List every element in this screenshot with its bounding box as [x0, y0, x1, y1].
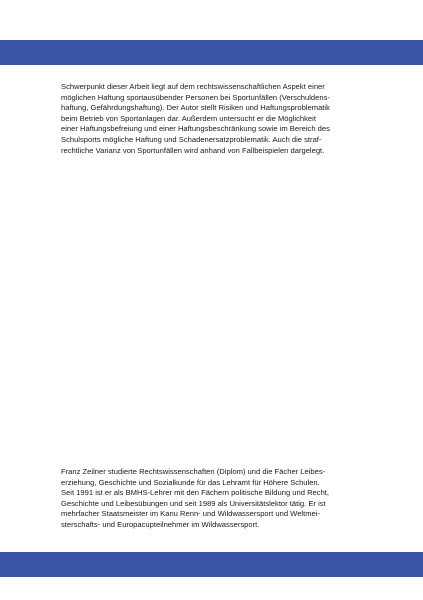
- description-line: haftung, Gefährdungshaftung). Der Autor stellt Risiken und Haftungsproblematik: [61, 103, 330, 113]
- description-paragraph: [61, 82, 366, 156]
- author-bio-line: mehrfacher Staatsmeister im Kanu Renn- und Wildwassersport und Weltmei-: [61, 509, 320, 519]
- bottom-blue-band: [0, 552, 423, 577]
- description-line: einer Haftungsbefreiung und einer Haftungsbeschränkung sowie im Bereich des: [61, 124, 330, 134]
- author-bio-line: erziehung, Geschichte und Sozialkunde für das Lehramt für Höhere Schulen.: [61, 477, 320, 487]
- author-bio-paragraph: [61, 467, 366, 531]
- author-bio-line: Franz Zeilner studierte Rechtswissenschaften (Diplom) und die Fächer Leibes-: [61, 467, 326, 476]
- description-line: Schulsports mögliche Haftung und Schadenersatzproblematik. Auch die straf-: [61, 134, 322, 144]
- author-bio-line: Seit 1991 ist er als BMHS-Lehrer mit den Fächern politische Bildung und Recht,: [61, 488, 330, 498]
- description-line: möglichen Haftung sportausübender Personen bei Sportunfällen (Verschuldens-: [61, 92, 330, 102]
- author-bio-line: sterschafts- und Europacupteilnehmer im Wildwassersport.: [61, 519, 260, 529]
- description-line: beim Betrieb von Sportanlagen dar. Außerdem untersucht er die Möglichkeit: [61, 113, 316, 123]
- description-line: rechtliche Varianz von Sportunfällen wird anhand von Fallbeispielen dargelegt.: [61, 145, 325, 155]
- top-blue-band: [0, 40, 423, 65]
- author-bio-line: Geschichte und Leibesübungen und seit 1989 als Universitätslektor tätig. Er ist: [61, 498, 326, 508]
- description-line: Schwerpunkt dieser Arbeit liegt auf dem rechtswissenschaftlichen Aspekt einer: [61, 82, 325, 91]
